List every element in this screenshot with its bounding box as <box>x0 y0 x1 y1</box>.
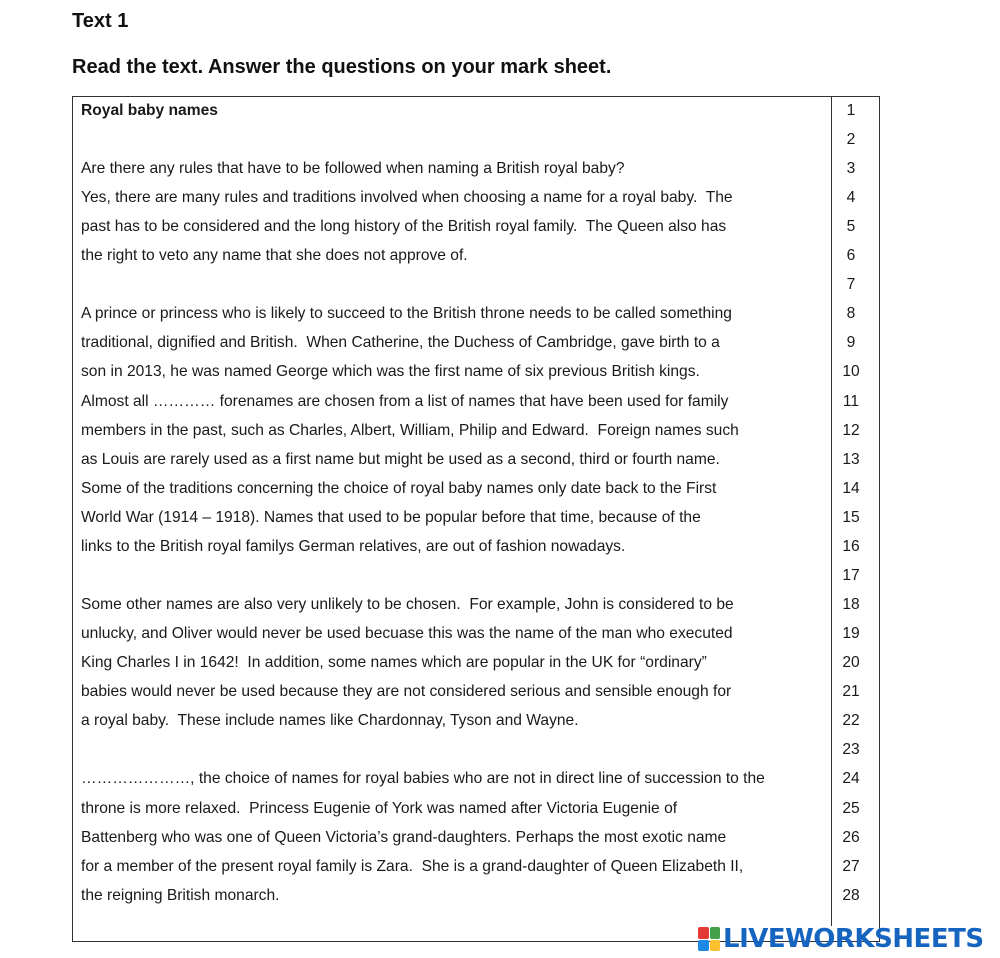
text-line: the right to veto any name that she does not approve of. <box>81 247 468 264</box>
text-line <box>81 270 821 299</box>
text-line <box>81 561 821 590</box>
text-line: past has to be considered and the long history of the British royal family. The Queen also has <box>81 218 727 235</box>
line-number: 9 <box>846 334 856 351</box>
line-number: 26 <box>842 829 860 846</box>
text-line: World War (1914 – 1918). Names that used to be popular before that time, because of the <box>81 509 701 526</box>
line-number: 23 <box>842 741 860 758</box>
text-line <box>81 125 821 154</box>
line-number: 4 <box>846 189 856 206</box>
text-line: babies would never be used because they are not considered serious and sensible enough for <box>81 683 732 700</box>
text-line: unlucky, and Oliver would never be used becuase this was the name of the man who executed <box>81 625 733 642</box>
line-number: 16 <box>842 538 860 555</box>
text-line: a royal baby. These include names like Chardonnay, Tyson and Wayne. <box>81 712 579 729</box>
liveworksheets-logo-icon <box>698 927 720 951</box>
line-number: 25 <box>842 800 860 817</box>
line-number: 27 <box>842 858 860 875</box>
text-line: Yes, there are many rules and traditions involved when choosing a name for a royal baby. The <box>81 189 733 206</box>
line-number-divider <box>831 96 832 926</box>
line-number: 2 <box>846 131 856 148</box>
instruction: Read the text. Answer the questions on your mark sheet. <box>72 56 612 78</box>
line-number: 20 <box>842 654 860 671</box>
line-number: 3 <box>846 160 856 177</box>
text-heading: Royal baby names <box>81 102 218 119</box>
text-line: throne is more relaxed. Princess Eugenie of York was named after Victoria Eugenie of <box>81 800 678 817</box>
text-line: members in the past, such as Charles, Albert, William, Philip and Edward. Foreign names such <box>81 422 739 439</box>
line-number: 10 <box>842 363 860 380</box>
text-line: Battenberg who was one of Queen Victoria’s grand-daughters. Perhaps the most exotic name <box>81 829 727 846</box>
text-line: King Charles I in 1642! In addition, some names which are popular in the UK for “ordinary” <box>81 654 707 671</box>
line-number: 7 <box>846 276 856 293</box>
logo-text: LIVEWORKSHEETS <box>723 924 984 954</box>
line-number: 6 <box>846 247 856 264</box>
text-line: as Louis are rarely used as a first name but might be used as a second, third or fourth name. <box>81 451 720 468</box>
line-number: 13 <box>842 451 860 468</box>
text-line: …………………, the choice of names for royal babies who are not in direct line of succession to the <box>81 770 765 787</box>
text-line: the reigning British monarch. <box>81 887 280 904</box>
line-number: 18 <box>842 596 860 613</box>
line-number: 8 <box>846 305 856 322</box>
text-line <box>81 735 821 764</box>
line-number: 21 <box>842 683 860 700</box>
page-title: Text 1 <box>72 10 129 32</box>
line-number: 1 <box>846 102 856 119</box>
line-number: 15 <box>842 509 860 526</box>
liveworksheets-logo <box>698 924 984 954</box>
line-number: 11 <box>842 393 860 410</box>
line-number: 12 <box>842 422 860 439</box>
text-line: son in 2013, he was named George which was the first name of six previous British kings. <box>81 363 700 380</box>
text-line: Almost all ………… forenames are chosen from a list of names that have been used for family <box>81 393 729 410</box>
text-line: links to the British royal familys German relatives, are out of fashion nowadays. <box>81 538 626 555</box>
line-number: 5 <box>846 218 856 235</box>
line-number: 28 <box>842 887 860 904</box>
text-line: Are there any rules that have to be followed when naming a British royal baby? <box>81 160 625 177</box>
text-line: for a member of the present royal family is Zara. She is a grand-daughter of Queen Elizabeth II, <box>81 858 744 875</box>
line-number: 22 <box>842 712 860 729</box>
text-line: Some other names are also very unlikely to be chosen. For example, John is considered to be <box>81 596 734 613</box>
line-number: 14 <box>842 480 860 497</box>
text-line: A prince or princess who is likely to succeed to the British throne needs to be called something <box>81 305 732 322</box>
line-number: 17 <box>842 567 860 584</box>
text-line: Some of the traditions concerning the choice of royal baby names only date back to the First <box>81 480 717 497</box>
line-number: 24 <box>842 770 860 787</box>
line-number: 19 <box>842 625 860 642</box>
text-line: traditional, dignified and British. When Catherine, the Duchess of Cambridge, gave birth to a <box>81 334 720 351</box>
